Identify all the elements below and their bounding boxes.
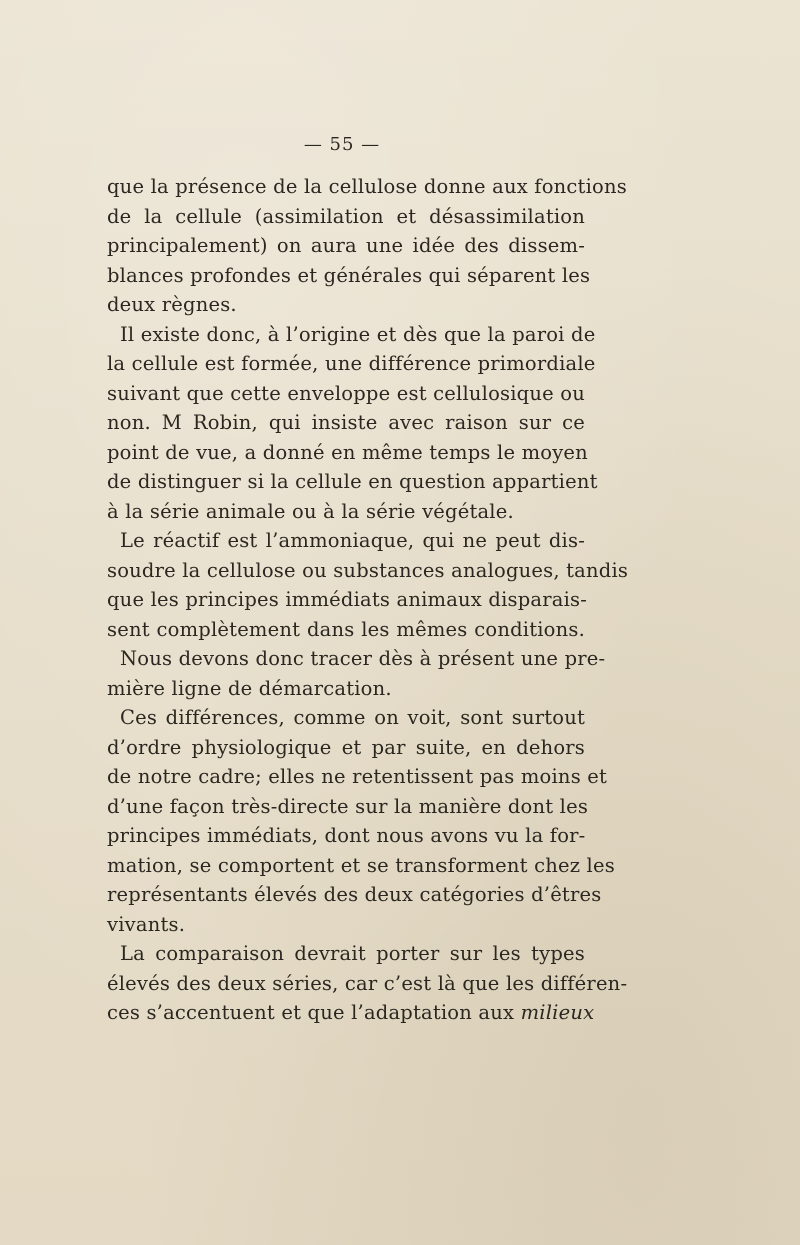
italic-word: milieux (520, 1001, 595, 1024)
text-line: que les principes immédiats animaux disparais- (107, 588, 587, 611)
text-line: de distinguer si la cellule en question appartient (107, 470, 598, 493)
text-line: que la présence de la cellulose donne aux fonctions (107, 175, 627, 198)
body-text (107, 172, 629, 1028)
text-line: principes immédiats, dont nous avons vu la for- (107, 824, 586, 847)
text-line: de la cellule (assimilation et désassimilation (107, 204, 585, 228)
text-line: à la série animale ou à la série végétale. (107, 499, 514, 523)
text-line: mière ligne de démarcation. (107, 676, 392, 700)
text-line: Le réactif est l’ammoniaque, qui ne peut dis- (120, 529, 585, 552)
text-line: Nous devons donc tracer dès à présent une pre- (120, 647, 606, 670)
text-line: la cellule est formée, une différence primordiale (107, 352, 596, 375)
text-line: Ces différences, comme on voit, sont surtout (120, 706, 585, 729)
text-line (107, 998, 595, 1028)
text-line: Il existe donc, à l’origine et dès que la paroi de (120, 322, 596, 346)
text-line: de notre cadre; elles ne retentissent pas moins et (107, 765, 608, 788)
page-number: — 55 — (303, 134, 381, 155)
text-line: non. M Robin, qui insiste avec raison sur ce (107, 411, 585, 434)
text-line: sent complètement dans les mêmes conditions. (107, 617, 585, 641)
text-line: soudre la cellulose ou substances analogues, tandis (107, 558, 629, 582)
text-line: d’une façon très-directe sur la manière dont les (107, 794, 589, 818)
text-line: La comparaison devrait porter sur les types (120, 942, 585, 965)
text-line: élevés des deux séries, car c’est là que les différen- (107, 971, 628, 995)
text-line: point de vue, a donné en même temps le moyen (107, 440, 588, 464)
text-line-segment: ces s’accentuent et que l’adaptation aux (107, 1001, 515, 1024)
text-line: blances profondes et générales qui séparent les (107, 263, 591, 287)
text-line: mation, se comportent et se transforment chez les (107, 853, 615, 877)
text-line: d’ordre physiologique et par suite, en dehors (107, 735, 585, 759)
text-line: vivants. (107, 912, 186, 936)
text-line: principalement) on aura une idée des dissem- (107, 234, 585, 257)
text-line: suivant que cette enveloppe est cellulosique ou (107, 381, 585, 405)
text-line: représentants élevés des deux catégories d’êtres (107, 883, 602, 906)
text-line: deux règnes. (107, 293, 237, 316)
